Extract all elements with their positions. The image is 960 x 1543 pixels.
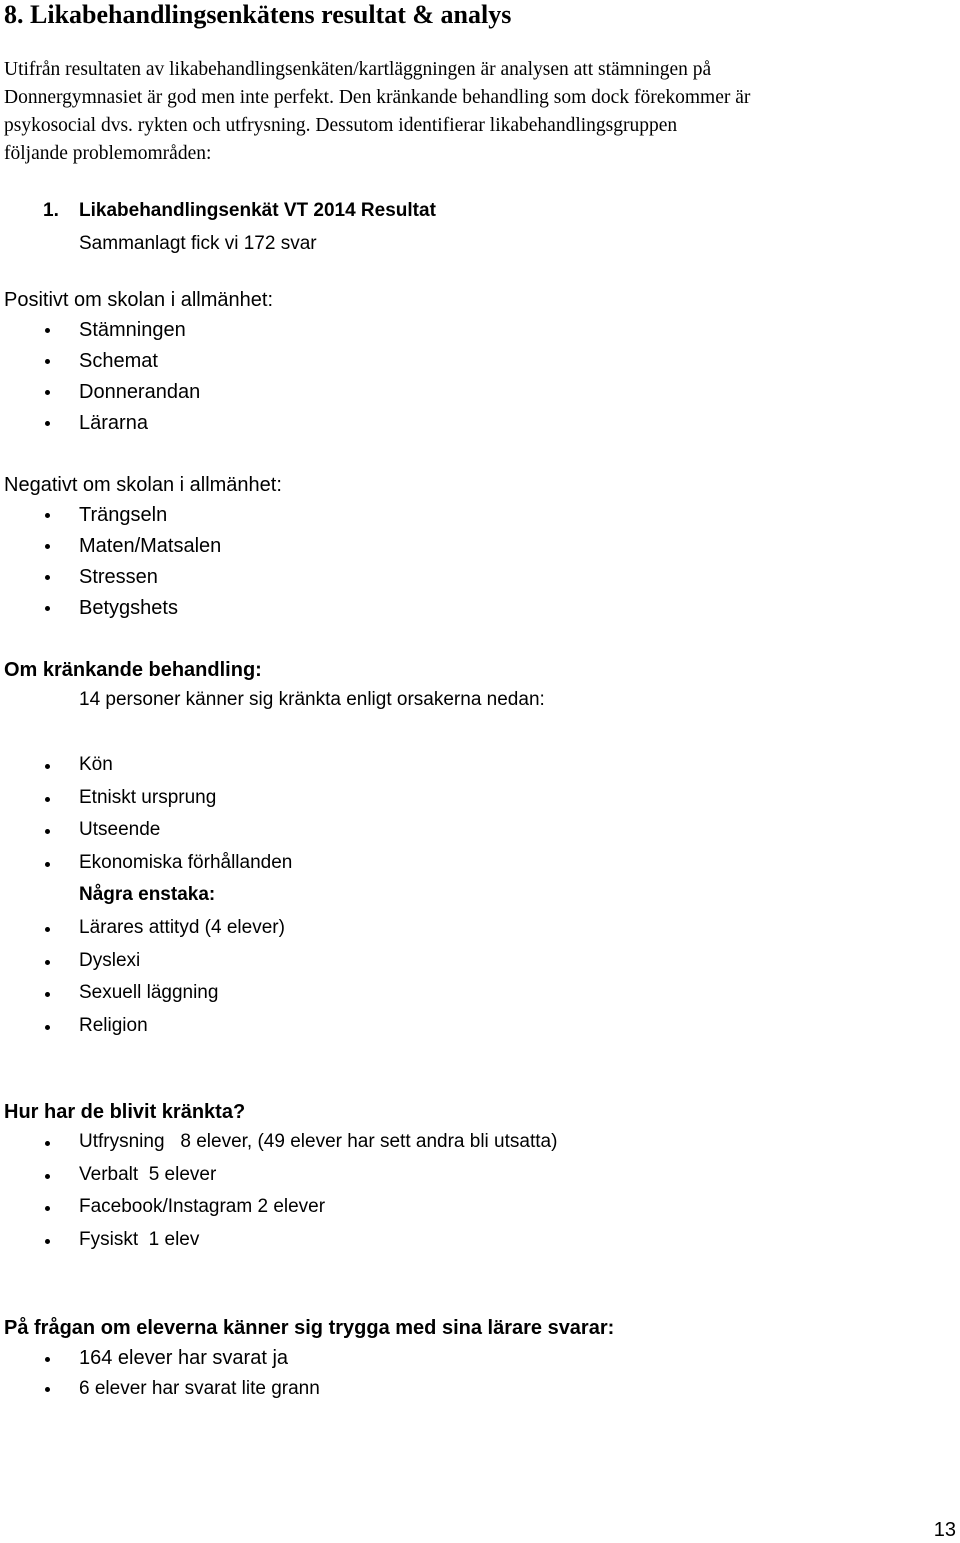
- intro-line: Donnergymnasiet är god men inte perfekt. Den kränkande behandling som dock förekommer är: [4, 87, 751, 108]
- list-item: Utfrysning 8 elever, (49 elever har sett andra bli utsatta): [79, 1131, 558, 1152]
- list-item: Trängseln: [79, 504, 168, 526]
- list-item: Sexuell läggning: [79, 982, 219, 1003]
- bullet-icon: [45, 606, 50, 611]
- list-item: Betygshets: [79, 597, 178, 619]
- page-number: 13: [933, 1519, 956, 1541]
- list-item: 164 elever har svarat ja: [79, 1347, 289, 1369]
- bullet-icon: [45, 328, 50, 333]
- list-item: Lärares attityd (4 elever): [79, 917, 285, 938]
- survey-title: Likabehandlingsenkät VT 2014 Resultat: [79, 200, 436, 221]
- survey-number: 1.: [43, 200, 59, 221]
- bullet-icon: [45, 960, 50, 965]
- list-item: Lärarna: [79, 412, 148, 434]
- bullet-icon: [45, 829, 50, 834]
- intro-line: Utifrån resultaten av likabehandlingsenkäten/kartläggningen är analysen att stämningen på: [4, 59, 712, 80]
- offensive-label: Om kränkande behandling:: [4, 659, 262, 681]
- positive-label: Positivt om skolan i allmänhet:: [4, 289, 274, 311]
- bullet-icon: [45, 513, 50, 518]
- bullet-icon: [45, 359, 50, 364]
- offensive-intro: 14 personer känner sig kränkta enligt orsakerna nedan:: [79, 689, 545, 710]
- list-item: Religion: [79, 1015, 148, 1036]
- bullet-icon: [45, 797, 50, 802]
- bullet-icon: [45, 1174, 50, 1179]
- list-item: Utseende: [79, 819, 161, 840]
- bullet-icon: [45, 1025, 50, 1030]
- list-item: Maten/Matsalen: [79, 535, 222, 557]
- how-label: Hur har de blivit kränkta?: [4, 1101, 246, 1123]
- bullet-icon: [45, 764, 50, 769]
- bullet-icon: [45, 1387, 50, 1392]
- list-item: Verbalt 5 elever: [79, 1164, 217, 1185]
- some-label: Några enstaka:: [79, 884, 216, 905]
- intro-line: följande problemområden:: [4, 143, 212, 164]
- safety-label: På frågan om eleverna känner sig trygga med sina lärare svarar:: [4, 1317, 615, 1339]
- negative-label: Negativt om skolan i allmänhet:: [4, 474, 282, 496]
- bullet-icon: [45, 421, 50, 426]
- list-item: Fysiskt 1 elev: [79, 1229, 200, 1250]
- bullet-icon: [45, 927, 50, 932]
- survey-subtitle: Sammanlagt fick vi 172 svar: [79, 233, 317, 254]
- bullet-icon: [45, 544, 50, 549]
- bullet-icon: [45, 862, 50, 867]
- list-item: Etniskt ursprung: [79, 787, 217, 808]
- bullet-icon: [45, 1206, 50, 1211]
- list-item: Facebook/Instagram 2 elever: [79, 1196, 326, 1217]
- bullet-icon: [45, 390, 50, 395]
- bullet-icon: [45, 1239, 50, 1244]
- section-heading: 8. Likabehandlingsenkätens resultat & analys: [4, 0, 512, 29]
- list-item: Dyslexi: [79, 950, 141, 971]
- bullet-icon: [45, 1357, 50, 1362]
- bullet-icon: [45, 992, 50, 997]
- list-item: Kön: [79, 754, 113, 775]
- bullet-icon: [45, 575, 50, 580]
- list-item: Schemat: [79, 350, 158, 372]
- list-item: 6 elever har svarat lite grann: [79, 1378, 320, 1399]
- list-item: Stressen: [79, 566, 158, 588]
- list-item: Donnerandan: [79, 381, 201, 403]
- bullet-icon: [45, 1141, 50, 1146]
- list-item: Ekonomiska förhållanden: [79, 852, 293, 873]
- list-item: Stämningen: [79, 319, 186, 341]
- intro-line: psykosocial dvs. rykten och utfrysning. Dessutom identifierar likabehandlingsgruppen: [4, 115, 678, 136]
